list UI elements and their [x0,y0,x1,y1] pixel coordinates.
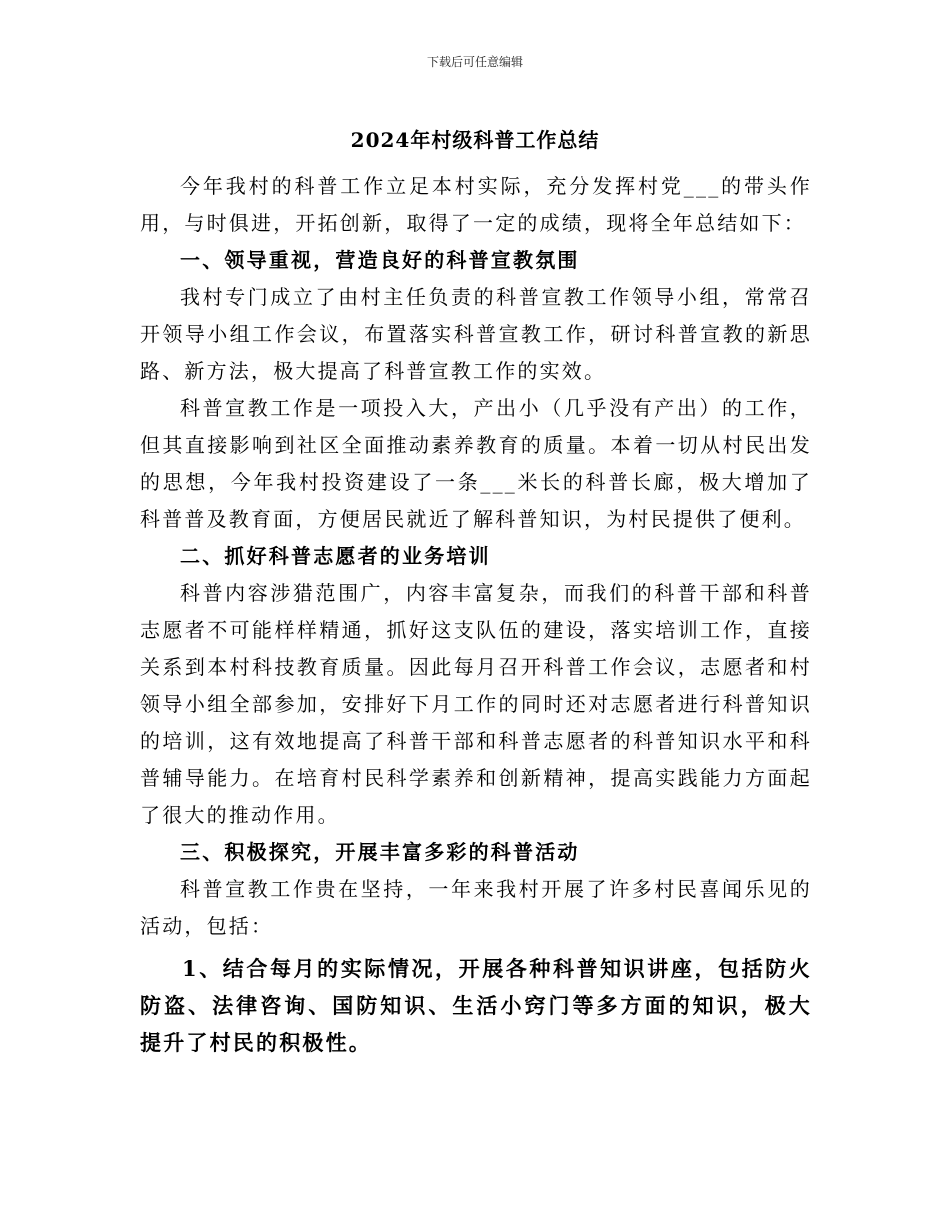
section-1-paragraph-2: 科普宣教工作是一项投入大，产出小（几乎没有产出）的工作，但其直接影响到社区全面推动素养教育的质量。本着一切从村民出发的思想，今年我村投资建设了一条___米长的科普长廊，极大增加了科普普及教育面，方便居民就近了解科普知识，为村民提供了便利。 [140,396,812,531]
section-3-item-1: 1、结合每月的实际情况，开展各种科普知识讲座，包括防火防盗、法律咨询、国防知识、生活小窍门等多方面的知识，极大提升了村民的积极性。 [140,956,812,1055]
document-title: 2024年村级科普工作总结 [350,128,600,152]
section-heading-1: 一、领导重视，营造良好的科普宣教氛围 [180,248,580,272]
document-body [140,168,812,1061]
section-2-paragraph-1: 科普内容涉猎范围广，内容丰富复杂，而我们的科普干部和科普志愿者不可能样样精通，抓好这支队伍的建设，落实培训工作，直接关系到本村科技教育质量。因此每月召开科普工作会议，志愿者和村领导小组全部参加，安排好下月工作的同时还对志愿者进行科普知识的培训，这有效地提高了科普干部和科普志愿者的科普知识水平和科普辅导能力。在培育村民科学素养和创新精神，提高实践能力方面起了很大的推动作用。 [140,581,812,827]
header-note: 下载后可任意编辑 [426,55,523,69]
section-heading-2: 二、抓好科普志愿者的业务培训 [180,544,491,568]
section-3-paragraph-1: 科普宣教工作贵在坚持，一年来我村开展了许多村民喜闻乐见的活动，包括： [140,877,812,938]
section-1-paragraph-1: 我村专门成立了由村主任负责的科普宣教工作领导小组，常常召开领导小组工作会议，布置落实科普宣教工作，研讨科普宣教的新思路、新方法，极大提高了科普宣教工作的实效。 [140,285,812,383]
intro-paragraph: 今年我村的科普工作立足本村实际，充分发挥村党___的带头作用，与时俱进，开拓创新，取得了一定的成绩，现将全年总结如下： [140,174,812,235]
section-heading-3: 三、积极探究，开展丰富多彩的科普活动 [180,840,580,864]
